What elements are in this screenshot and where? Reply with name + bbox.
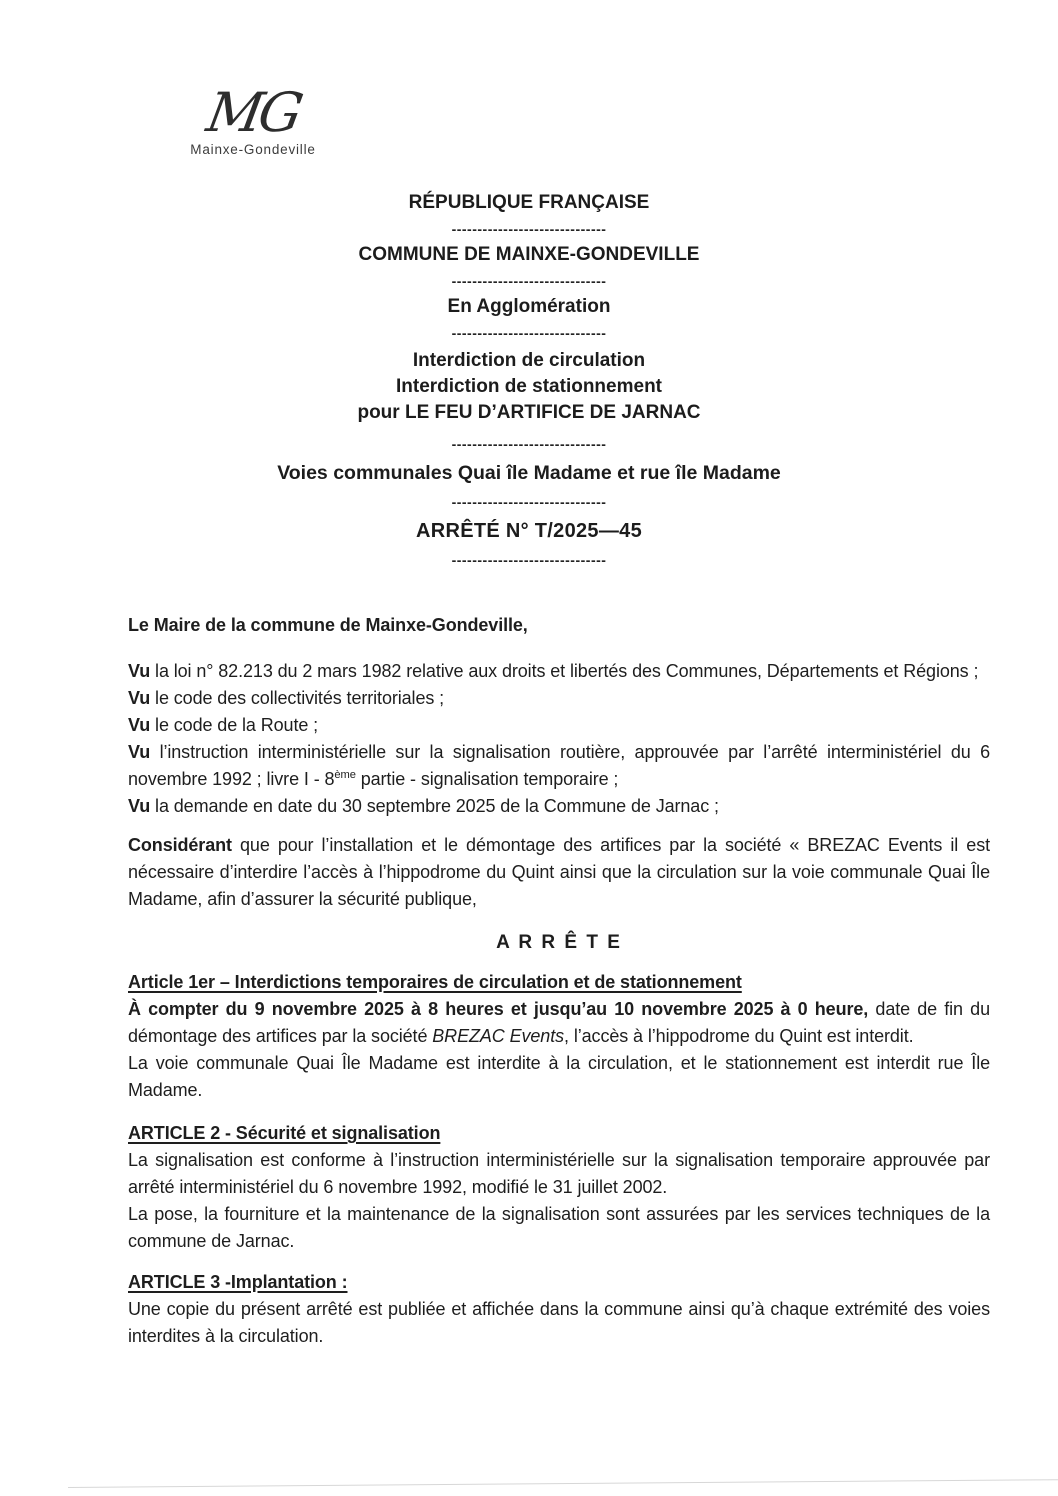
separator-dashes: ------------------------------ bbox=[451, 325, 607, 341]
separator-dashes: ------------------------------ bbox=[451, 552, 607, 568]
scan-artifact-line bbox=[68, 1479, 1058, 1488]
decree-subject bbox=[0, 348, 1058, 426]
article-1-paragraph-2: La voie communale Quai Île Madame est interdite à la circulation, et le stationnement est interdit rue Île Madame. bbox=[128, 1053, 990, 1100]
vu-clause-demande: Vu la demande en date du 30 septembre 2025 de la Commune de Jarnac ; bbox=[128, 796, 719, 816]
subject-circulation: Interdiction de circulation bbox=[412, 350, 646, 371]
agglomeration-label: En Agglomération bbox=[447, 296, 611, 317]
logo-monogram-mg: MG bbox=[202, 81, 304, 144]
separator-dashes: ------------------------------ bbox=[451, 494, 607, 510]
vu-clause-loi: Vu la loi n° 82.213 du 2 mars 1982 relative aux droits et libertés des Communes, Départements et Régions ; bbox=[128, 661, 979, 681]
republic-title: RÉPUBLIQUE FRANÇAISE bbox=[408, 192, 650, 213]
separator-dashes: ------------------------------ bbox=[451, 273, 607, 289]
vu-clause-route: Vu le code de la Route ; bbox=[128, 715, 319, 735]
logo-commune-name: Mainxe-Gondeville bbox=[190, 142, 316, 157]
vu-clause-instruction: Vu l’instruction interministérielle sur la signalisation routière, approuvée par l’arrêté interministériel du 6 novembre 1992 ; livre I - 8ème partie - signalisation temporaire ; bbox=[128, 742, 990, 789]
article-3 bbox=[128, 1269, 990, 1350]
considerant-clause: Considérant que pour l’installation et le démontage des artifices par la société « BREZAC Events il est nécessaire d’interdire l’accès à l’hippodrome du Quint ainsi que la circulation sur la voie communale Quai Île Madame, afin d’assurer la sécurité publique, bbox=[128, 835, 990, 909]
article-2-title: ARTICLE 2 - Sécurité et signalisation bbox=[128, 1123, 441, 1143]
mayor-line: Le Maire de la commune de Mainxe-Gondeville, bbox=[128, 615, 528, 635]
subject-stationnement: Interdiction de stationnement bbox=[395, 376, 663, 397]
subject-feu-artifice: pour LE FEU D’ARTIFICE DE JARNAC bbox=[357, 402, 701, 423]
decree-body bbox=[128, 612, 990, 1350]
article-1 bbox=[128, 969, 990, 1104]
roads-concerned: Voies communales Quai île Madame et rue île Madame bbox=[277, 462, 781, 484]
vu-clause-collectivites: Vu le code des collectivités territoriales ; bbox=[128, 688, 445, 708]
commune-logo bbox=[178, 81, 328, 157]
article-1-title: Article 1er – Interdictions temporaires de circulation et de stationnement bbox=[128, 972, 742, 992]
document-header bbox=[0, 0, 1058, 566]
article-1-paragraph-1: À compter du 9 novembre 2025 à 8 heures et jusqu’au 10 novembre 2025 à 0 heure, date de fin du démontage des artifices par la société BREZAC Events, l’accès à l’hippodrome du Quint est interdit. bbox=[128, 999, 990, 1046]
commune-title: COMMUNE DE MAINXE-GONDEVILLE bbox=[358, 244, 700, 265]
article-2-paragraph-2: La pose, la fourniture et la maintenance de la signalisation sont assurées par les services techniques de la commune de Jarnac. bbox=[128, 1204, 990, 1251]
article-2-paragraph-1: La signalisation est conforme à l’instruction interministérielle sur la signalisation temporaire approuvée par arrêté interministériel du 6 novembre 1992, modifié le 31 juillet 2002. bbox=[128, 1150, 990, 1197]
article-3-title: ARTICLE 3 -Implantation : bbox=[128, 1272, 348, 1292]
decree-number: ARRÊTÉ N° T/2025—45 bbox=[416, 520, 642, 542]
article-3-paragraph-1: Une copie du présent arrêté est publiée et affichée dans la commune ainsi qu’à chaque extrémité des voies interdites à la circulation. bbox=[128, 1299, 990, 1346]
arrete-heading: A R R Ê T E bbox=[496, 932, 622, 953]
article-2 bbox=[128, 1120, 990, 1255]
separator-dashes: ------------------------------ bbox=[451, 436, 607, 452]
separator-dashes: ------------------------------ bbox=[451, 221, 607, 237]
